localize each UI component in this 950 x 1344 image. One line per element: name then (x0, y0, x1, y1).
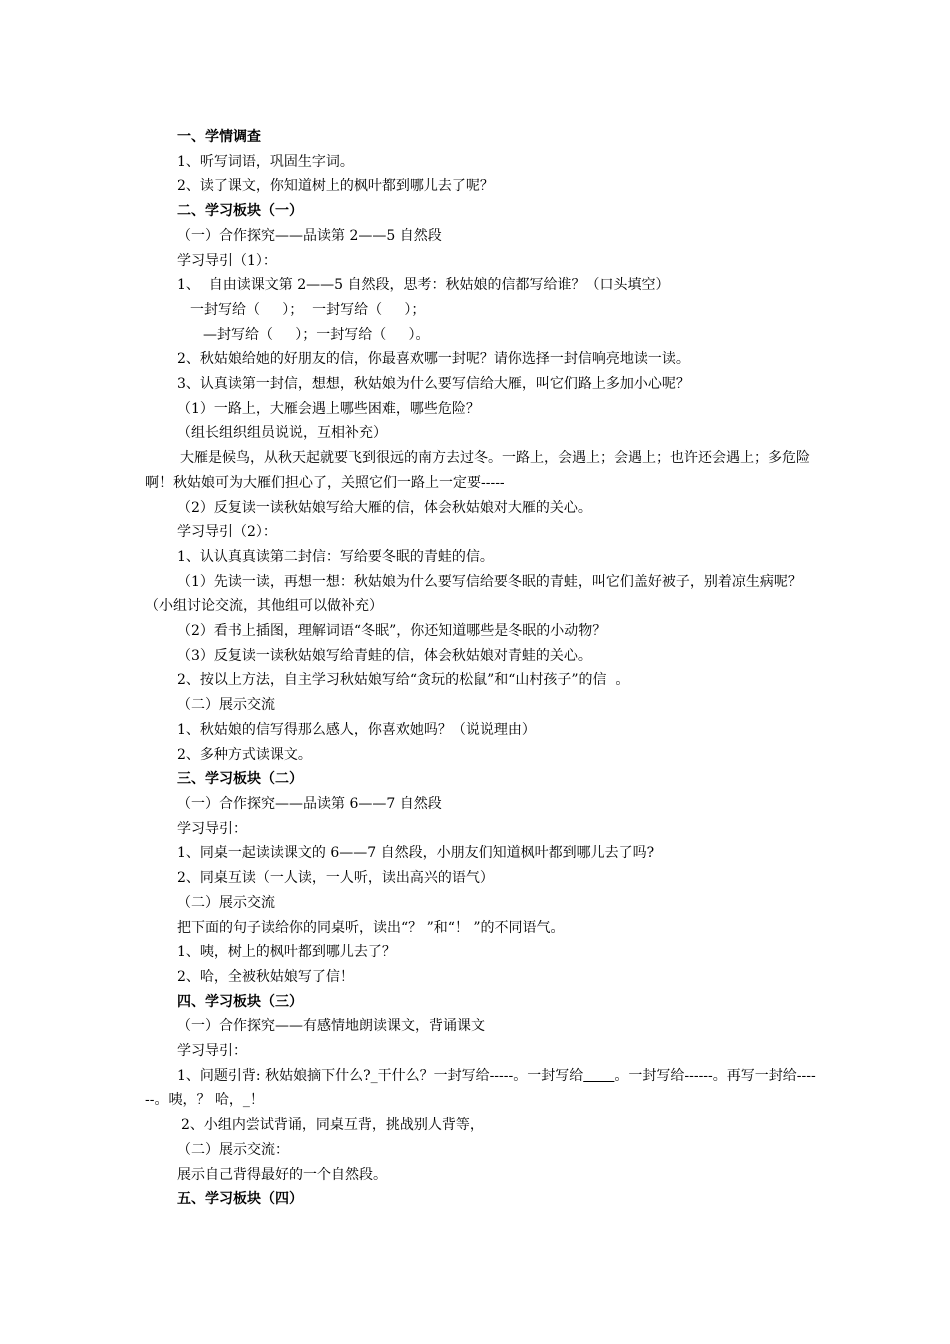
subsection-heading: （一）合作探究——有感情地朗读课文，背诵课文 (177, 1018, 485, 1035)
subsection-heading: （二）展示交流 (177, 697, 275, 714)
paragraph: （1）一路上，大雁会遇上哪些困难，哪些危险？ (177, 400, 480, 417)
paragraph: 大雁是候鸟，从秋天起就要飞到很远的南方去过冬。一路上，会遇上；会遇上；也许还会遇上；多危险啊！秋姑娘可为大雁们担心了，关照它们一路上一定要----- (145, 450, 810, 491)
fill-blank-line: 一封写给（ ）； 一封写给（ ）； (190, 301, 426, 318)
paragraph: 学习导引： (177, 820, 247, 837)
subsection-heading: （一）合作探究——品读第 6——7 自然段 (177, 795, 442, 812)
recitation-prompt-end: 。一封写给------。再写一封给------。咦，？ 哈，_！ (145, 1067, 816, 1109)
paragraph: （2）反复读一读秋姑娘写给大雁的信，体会秋姑娘对大雁的关心。 (177, 499, 592, 516)
fill-blank-line: —封写给（ ）；一封写给（ ）。 (203, 326, 430, 343)
paragraph: （组长组织组员说说，互相补充） (177, 425, 387, 442)
paragraph: 2、按以上方法，自主学习秋姑娘写给“贪玩的松鼠”和“山村孩子”的信 。 (177, 672, 630, 689)
paragraph: （3）反复读一读秋姑娘写给青蛙的信，体会秋姑娘对青蛙的关心。 (177, 647, 592, 664)
paragraph: 3、认真读第一封信，想想，秋姑娘为什么要写信给大雁，叫它们路上多加小心呢？ (177, 376, 690, 393)
paragraph: （2）看书上插图，理解词语“冬眠”，你还知道哪些是冬眠的小动物？ (177, 623, 607, 640)
section-heading-3: 三、学习板块（二） (177, 771, 303, 788)
subsection-heading: （一）合作探究——品读第 2——5 自然段 (177, 227, 442, 244)
subsection-heading: （二）展示交流： (177, 1141, 289, 1158)
section-heading-2: 二、学习板块（一） (177, 203, 303, 220)
paragraph-recitation-prompt (145, 1064, 817, 1113)
blank-underline (583, 1068, 614, 1084)
document-body (145, 125, 817, 1212)
subsection-heading: （二）展示交流 (177, 894, 275, 911)
paragraph: 2、秋姑娘给她的好朋友的信，你最喜欢哪一封呢？请你选择一封信响亮地读一读。 (177, 351, 690, 368)
paragraph: 2、小组内尝试背诵，同桌互背，挑战别人背等， (181, 1117, 484, 1134)
paragraph: 展示自己背得最好的一个自然段。 (177, 1166, 387, 1183)
paragraph: 2、读了课文，你知道树上的枫叶都到哪儿去了呢？ (177, 178, 494, 195)
paragraph: （1）先读一读，再想一想：秋姑娘为什么要写信给要冬眠的青蛙，叫它们盖好被子，别着凉生病呢？（小组讨论交流，其他组可以做补充） (145, 573, 802, 615)
paragraph: 学习导引： (177, 1043, 247, 1060)
paragraph: 2、哈，全被秋姑娘写了信！ (177, 968, 354, 985)
paragraph: 1、 自由读课文第 2——5 自然段，思考：秋姑娘的信都写给谁？（口头填空） (177, 277, 670, 294)
section-heading-5: 五、学习板块（四） (177, 1191, 303, 1208)
recitation-prompt-start: 1、问题引背: 秋姑娘摘下什么?_干什么？一封写给-----。一封写给 (177, 1067, 584, 1084)
paragraph: 2、多种方式读课文。 (177, 746, 312, 763)
paragraph: 1、认认真真读第二封信：写给要冬眠的青蛙的信。 (177, 548, 494, 565)
paragraph: 1、秋姑娘的信写得那么感人，你喜欢她吗？（说说理由） (177, 721, 536, 738)
paragraph: 1、听写词语，巩固生字词。 (177, 153, 354, 170)
paragraph: 1、同桌一起读读课文的 6——7 自然段，小朋友们知道枫叶都到哪儿去了吗? (177, 845, 655, 862)
paragraph: 1、咦，树上的枫叶都到哪儿去了？ (177, 944, 396, 961)
paragraph: 学习导引（1）： (177, 252, 277, 269)
paragraph: 2、同桌互读（一人读，一人听，读出高兴的语气） (177, 870, 494, 887)
paragraph: 学习导引（2）： (177, 524, 277, 541)
paragraph: 把下面的句子读给你的同桌听，读出“？ ”和“！ ”的不同语气。 (177, 919, 565, 936)
section-heading-1: 一、学情调查 (177, 129, 261, 145)
section-heading-4: 四、学习板块（三） (177, 993, 303, 1010)
